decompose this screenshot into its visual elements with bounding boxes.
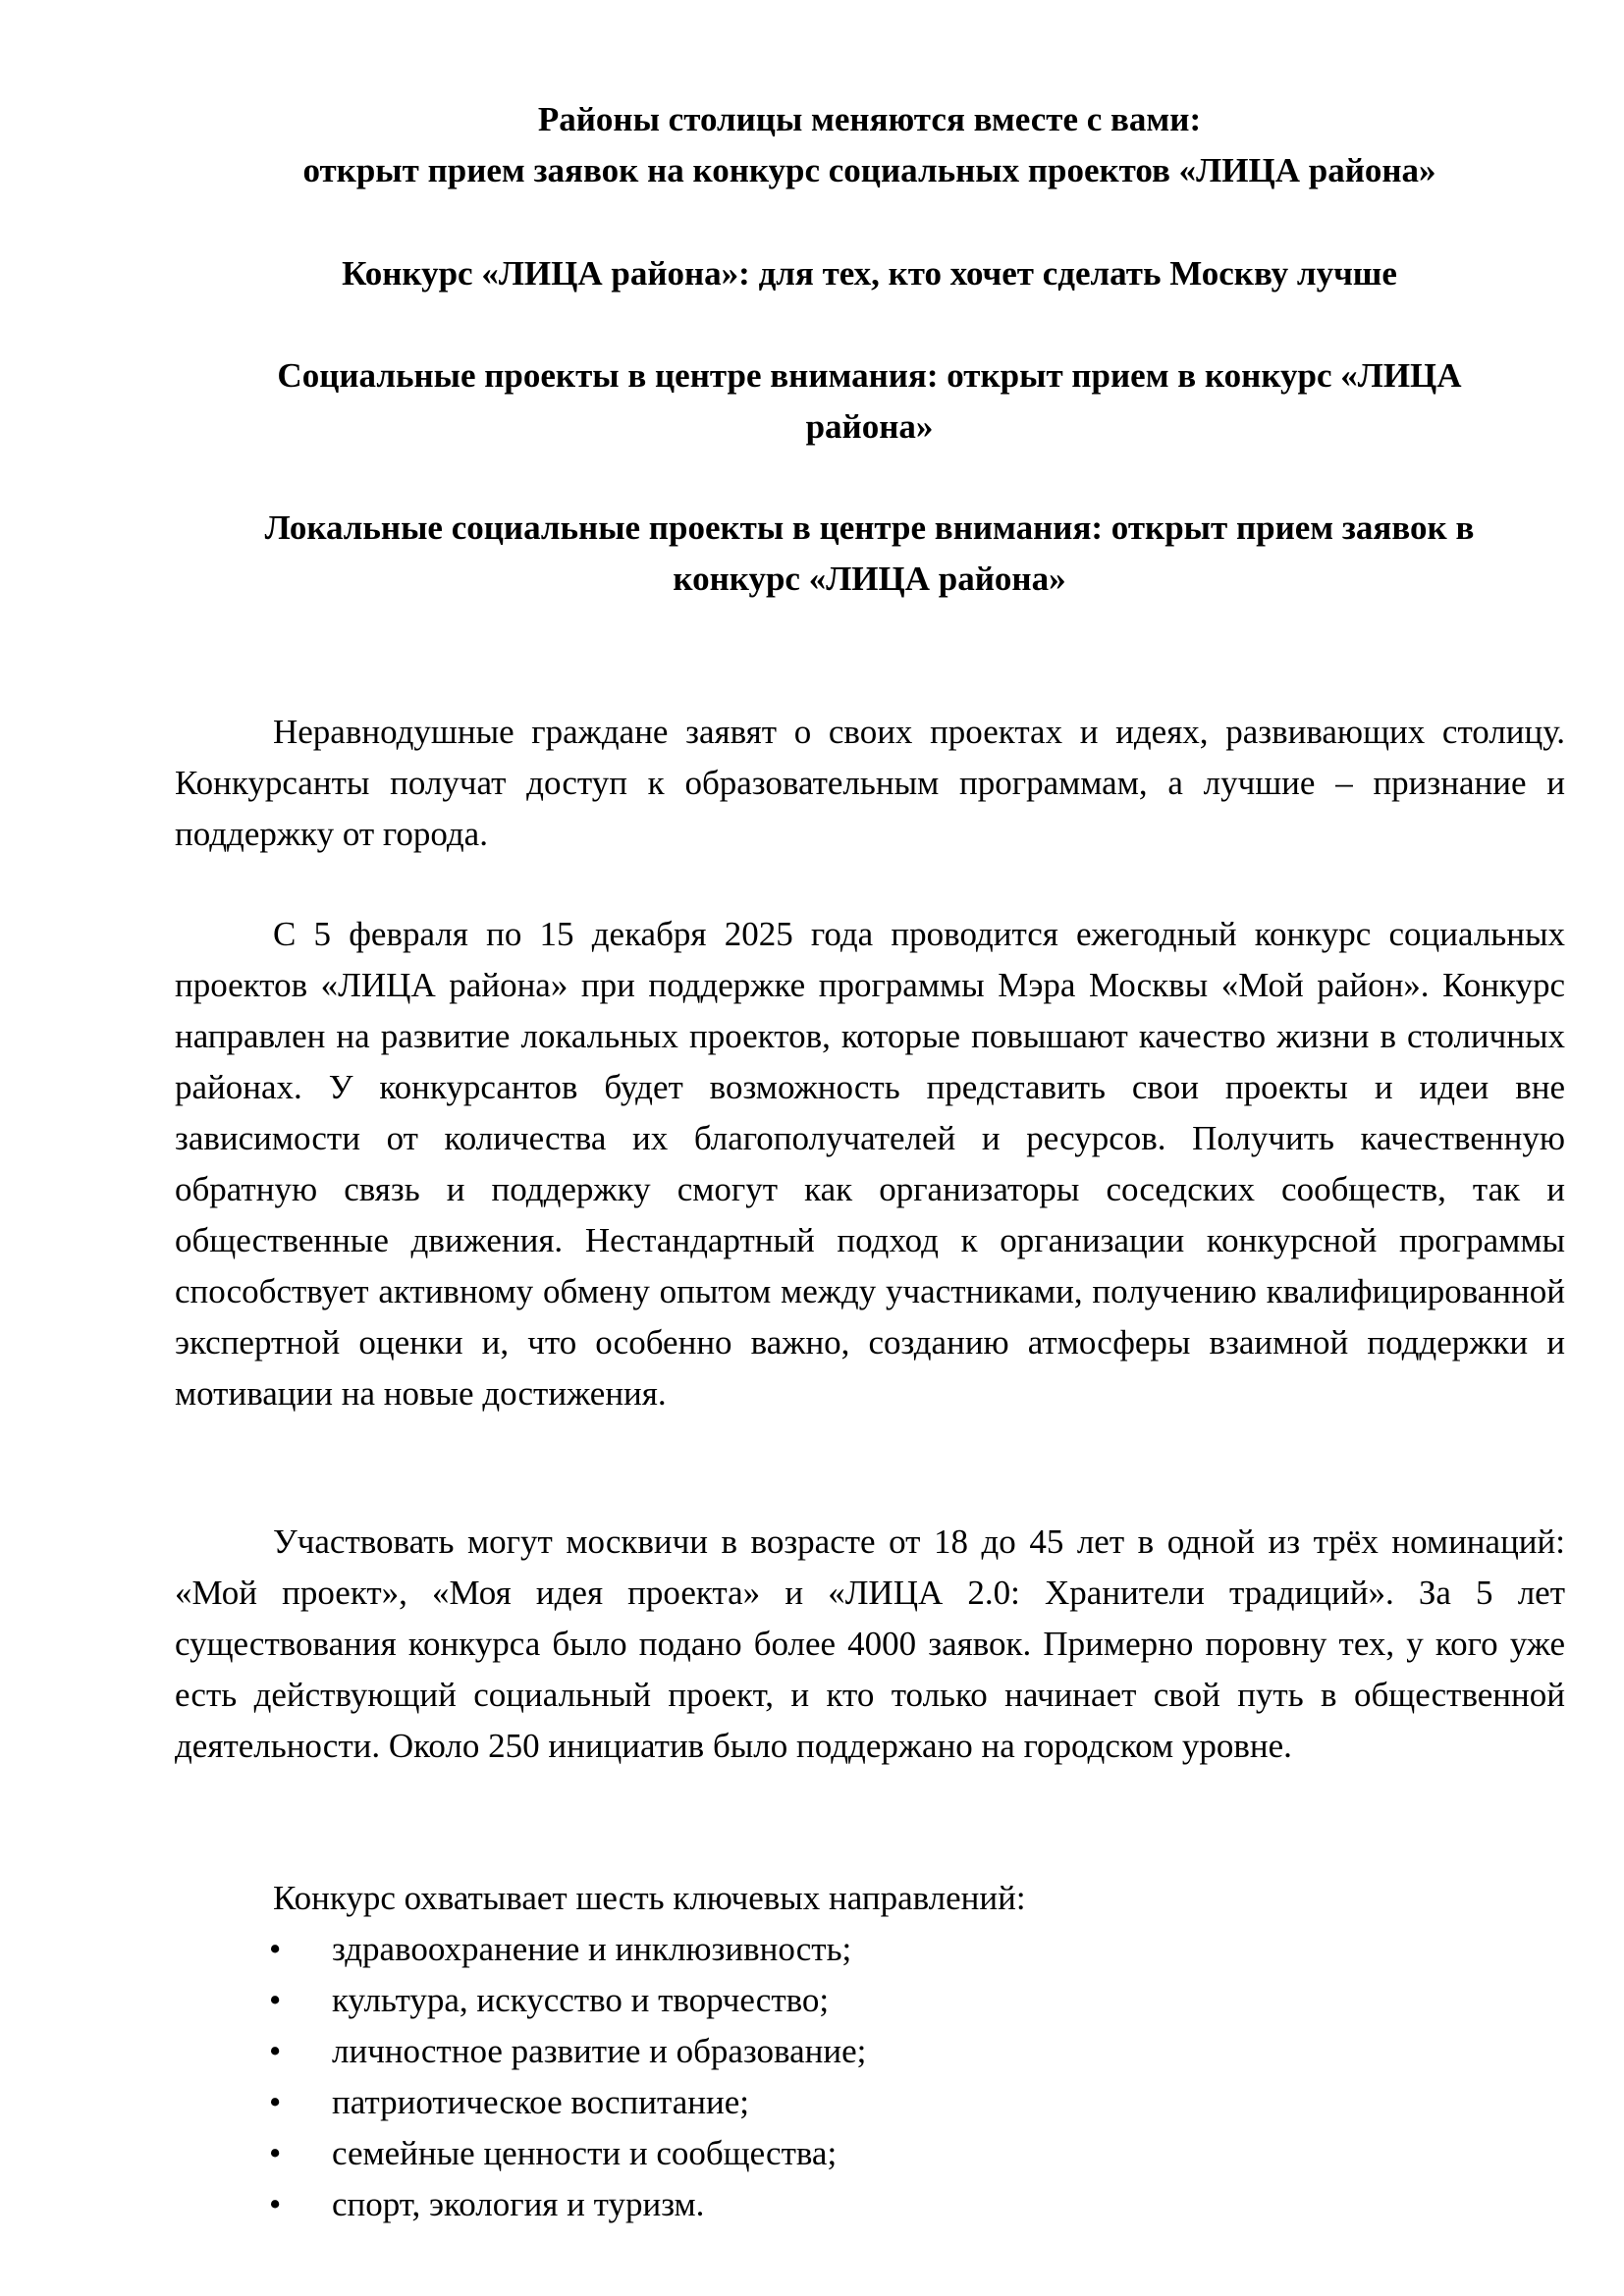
bullet-icon: • (269, 2032, 282, 2070)
headline-alt-2 (175, 350, 1564, 453)
list-item (175, 2026, 1565, 2077)
headline-line: открыт прием заявок на конкурс социальных проектов «ЛИЦА района» (302, 151, 1436, 189)
headline-line: района» (805, 407, 934, 446)
list-item-text: патриотическое воспитание; (332, 2083, 749, 2121)
bullet-icon: • (269, 1930, 282, 1968)
headline-line: конкурс «ЛИЦА района» (673, 560, 1066, 598)
list-item-text: здравоохранение и инклюзивность; (332, 1930, 852, 1968)
headline-line: Районы столицы меняются вместе с вами: (537, 100, 1202, 138)
paragraph-intro: Неравнодушные граждане заявят о своих проектах и идеях, развивающих столицу. Конкурсанты получат доступ к образовательным программам, а лучшие – признание и поддержку от города. (175, 713, 1565, 853)
headline-line: Социальные проекты в центре внимания: открыт прием в конкурс «ЛИЦА (277, 356, 1462, 395)
list-item (175, 2179, 1565, 2230)
bullet-icon: • (269, 2083, 282, 2121)
paragraph-participants: Участвовать могут москвичи в возрасте от 18 до 45 лет в одной из трёх номинаций: «Мой проект», «Моя идея проекта» и «ЛИЦА 2.0: Хранители традиций». За 5 лет существования конкурса было подано более 4000 заявок. Примерно поровну тех, у кого уже есть действующий социальный проект, и кто только начинает свой путь в общественной деятельности. Около 250 инициатив было поддержано на городском уровне. (175, 1522, 1565, 1765)
directions-list (175, 1924, 1565, 2230)
headline-line: Локальные социальные проекты в центре внимания: открыт прием заявок в (264, 508, 1475, 547)
list-item (175, 1975, 1565, 2026)
list-item (175, 1924, 1565, 1975)
headline-alt-3 (175, 503, 1564, 605)
list-item-text: семейные ценности и сообщества; (332, 2134, 838, 2172)
list-item (175, 2128, 1565, 2179)
headline-alt-1 (175, 248, 1564, 299)
paragraph-contest-details: С 5 февраля по 15 декабря 2025 года проводится ежегодный конкурс социальных проектов «ЛИЦА района» при поддержке программы Мэра Москвы «Мой район». Конкурс направлен на развитие локальных проектов, которые повышают качество жизни в столичных районах. У конкурсантов будет возможность представить свои проекты и идеи вне зависимости от количества их благополучателей и ресурсов. Получить качественную обратную связь и поддержку смогут как организаторы соседских сообществ, так и общественные движения. Нестандартный подход к организации конкурсной программы способствует активному обмену опытом между участниками, получению квалифицированной экспертной оценки и, что особенно важно, созданию атмосферы взаимной поддержки и мотивации на новые достижения. (175, 915, 1565, 1413)
headline-main (175, 94, 1564, 196)
bullet-icon: • (269, 2134, 282, 2172)
list-item (175, 2077, 1565, 2128)
list-item-text: личностное развитие и образование; (332, 2032, 867, 2070)
directions-intro: Конкурс охватывает шесть ключевых направлений: (273, 1879, 1026, 1917)
headline-line: Конкурс «ЛИЦА района»: для тех, кто хочет сделать Москву лучше (342, 254, 1397, 293)
list-item-text: спорт, экология и туризм. (332, 2185, 705, 2223)
bullet-icon: • (269, 2185, 282, 2223)
list-item-text: культура, искусство и творчество; (332, 1981, 830, 2019)
bullet-icon: • (269, 1981, 282, 2019)
